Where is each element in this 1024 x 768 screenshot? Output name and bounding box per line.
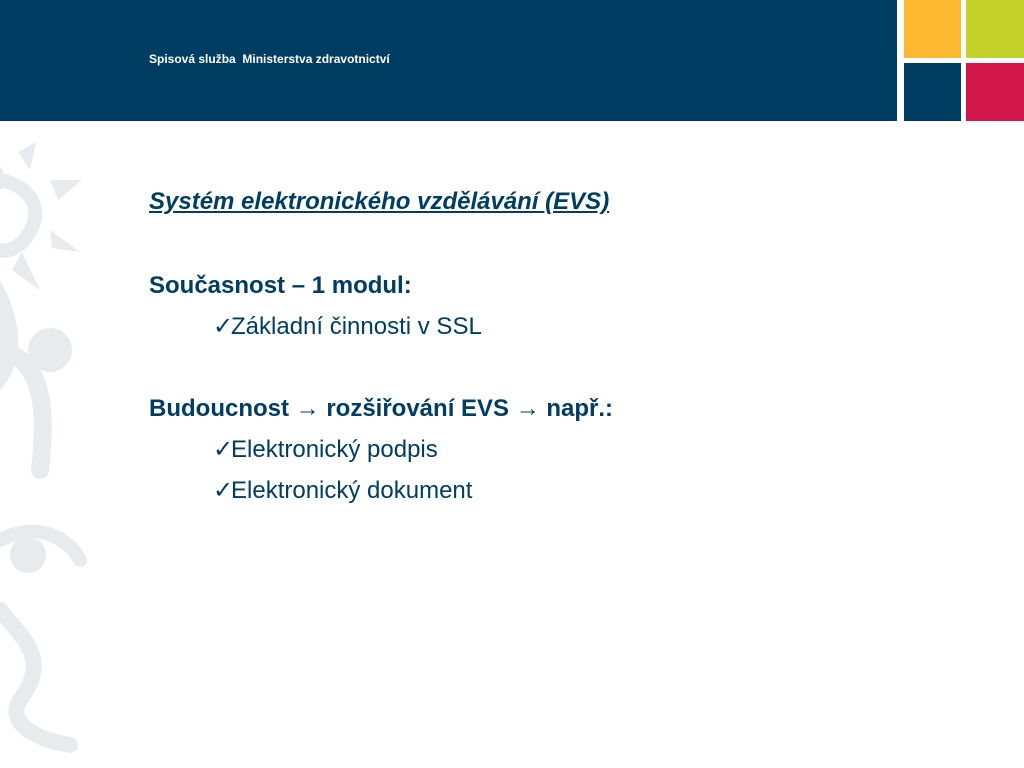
list-item-text: Elektronický dokument: [231, 477, 473, 504]
checkmark-icon: ✓: [213, 436, 234, 463]
slide-content: [149, 186, 1009, 507]
crimson-tile: [966, 63, 1024, 121]
list-item-text: Elektronický podpis: [231, 436, 438, 463]
lime-tile: [966, 0, 1024, 58]
checkmark-icon: ✓: [213, 477, 234, 504]
list-item: [213, 311, 1009, 343]
navy-tile: [904, 63, 961, 121]
future-heading: Budoucnost → rozšiřování EVS → např.:: [149, 395, 614, 422]
checkmark-icon: ✓: [213, 313, 234, 340]
orange-tile: [904, 0, 961, 58]
present-heading: Současnost – 1 modul:: [149, 272, 412, 299]
header-title: Spisová služba Ministerstva zdravotnictví: [149, 52, 390, 66]
list-item: [213, 434, 1009, 466]
list-item: [213, 475, 1009, 507]
list-item-text: Základní činnosti v SSL: [231, 313, 482, 340]
header-band: [0, 0, 897, 121]
slide-heading: Systém elektronického vzdělávání (EVS): [149, 188, 610, 215]
sun-figure-watermark-icon: [0, 140, 110, 768]
